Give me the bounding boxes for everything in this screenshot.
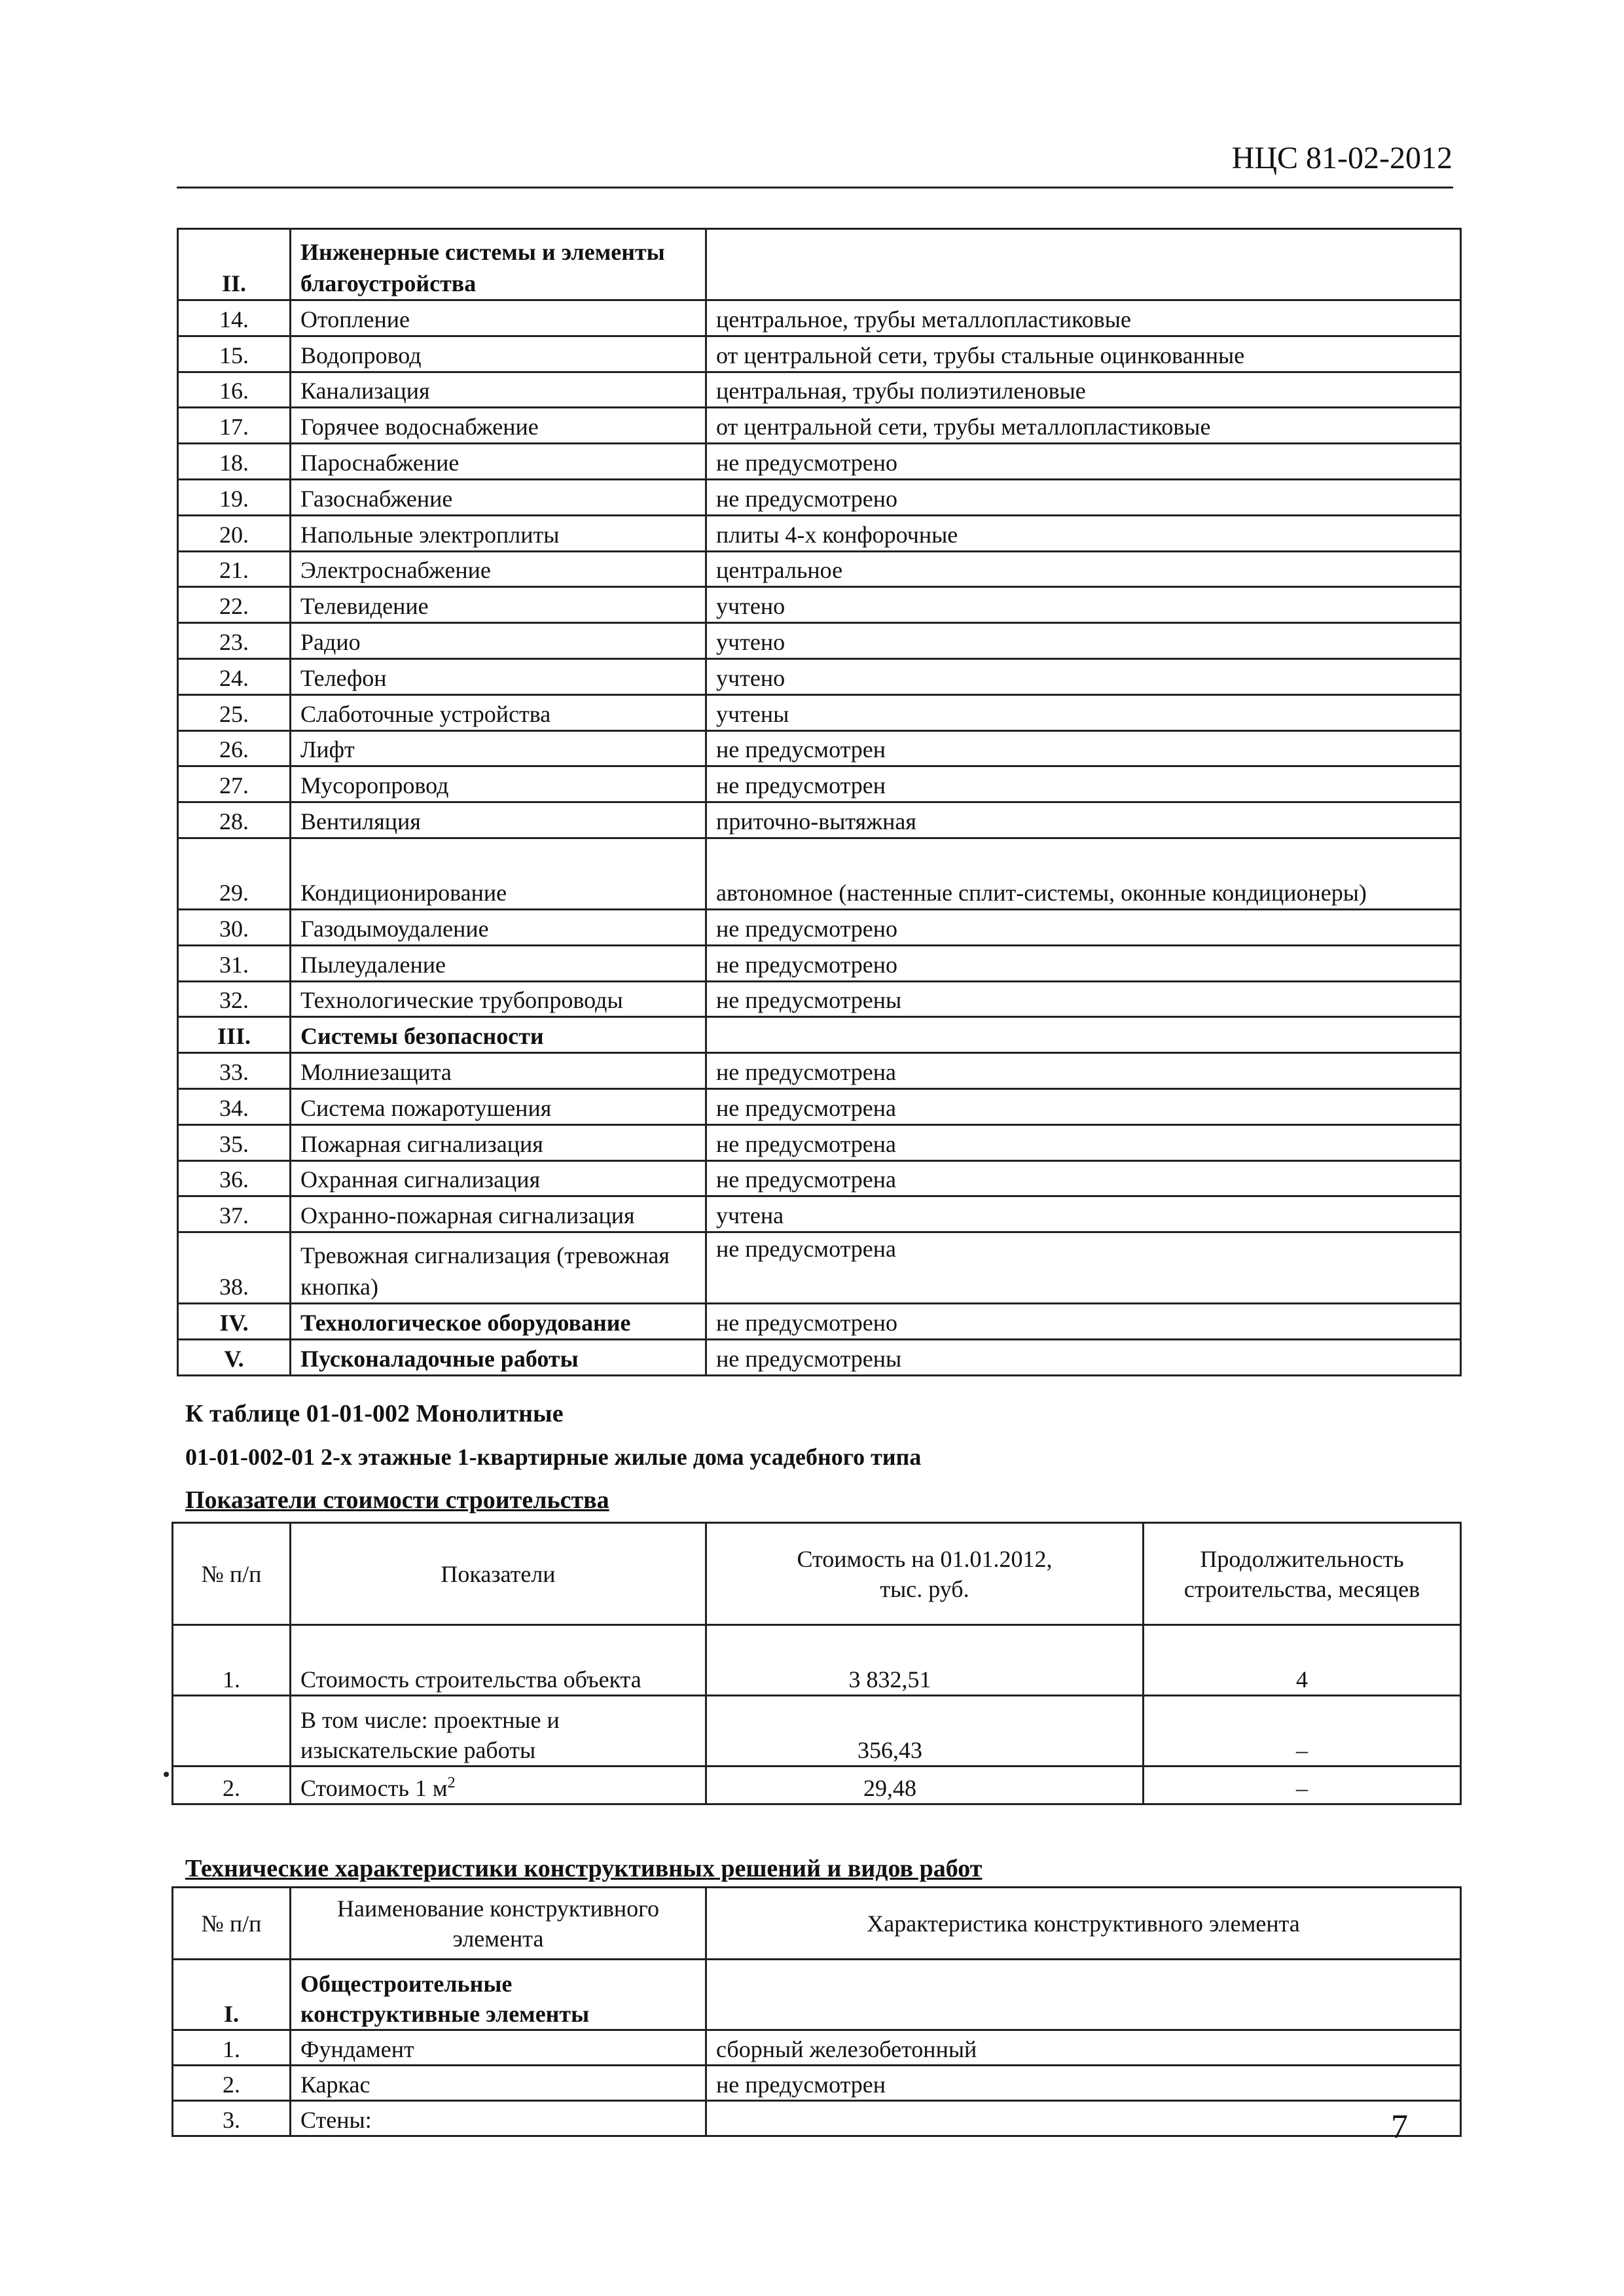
row-name: Пылеудаление — [291, 945, 706, 981]
row-value: приточно-вытяжная — [706, 802, 1461, 838]
row-name: Технологическое оборудование — [291, 1304, 706, 1340]
row-value: не предусмотрена — [706, 1088, 1461, 1124]
table-row — [178, 945, 1461, 981]
row-name: Газодымоудаление — [291, 909, 706, 945]
row-name: Пожарная сигнализация — [291, 1124, 706, 1160]
header-indicator: Показатели — [291, 1523, 706, 1625]
row-name: Лифт — [291, 730, 706, 766]
header-cost: Стоимость на 01.01.2012, тыс. руб. — [706, 1523, 1144, 1625]
row-num: 26. — [178, 730, 291, 766]
table-row — [178, 587, 1461, 623]
row-value: учтено — [706, 658, 1461, 694]
row-name: Молниезащита — [291, 1053, 706, 1089]
table-row — [178, 1339, 1461, 1375]
row-name: Технологические трубопроводы — [291, 981, 706, 1017]
stray-dot — [164, 1772, 169, 1777]
row-desc: сборный железобетонный — [706, 2030, 1461, 2066]
row-num: 32. — [178, 981, 291, 1017]
header-rule — [177, 187, 1453, 188]
row-num: 15. — [178, 336, 291, 372]
header-desc: Характеристика конструктивного элемента — [706, 1888, 1461, 1960]
row-duration: 4 — [1144, 1625, 1461, 1696]
row-name: Радио — [291, 623, 706, 659]
table-row — [178, 658, 1461, 694]
row-value: учтена — [706, 1196, 1461, 1232]
table-row — [178, 1232, 1461, 1304]
row-name: Горячее водоснабжение — [291, 408, 706, 444]
building-type-caption: 01-01-002-01 2-х этажные 1-квартирные жилые дома усадебного типа — [185, 1444, 922, 1470]
row-value: учтено — [706, 587, 1461, 623]
table-row — [178, 444, 1461, 480]
row-value: не предусмотрена — [706, 1053, 1461, 1089]
table-reference-caption: К таблице 01-01-002 Монолитные — [185, 1400, 564, 1427]
table-row — [178, 1017, 1461, 1053]
table-row — [173, 1767, 1461, 1804]
table-row — [178, 981, 1461, 1017]
row-num: 24. — [178, 658, 291, 694]
row-value: автономное (настенные сплит-системы, оконные кондиционеры) — [706, 838, 1461, 909]
row-num: 18. — [178, 444, 291, 480]
row-name: Система пожаротушения — [291, 1088, 706, 1124]
row-indicator: Стоимость строительства объекта — [291, 1625, 706, 1696]
table-row — [178, 229, 1461, 300]
row-num: 30. — [178, 909, 291, 945]
table-row — [178, 909, 1461, 945]
row-cost: 29,48 — [706, 1767, 1144, 1804]
row-value: центральная, трубы полиэтиленовые — [706, 372, 1461, 408]
row-name: Телефон — [291, 658, 706, 694]
row-num: III. — [178, 1017, 291, 1053]
table-row — [173, 1696, 1461, 1767]
row-name: Канализация — [291, 372, 706, 408]
row-num: 21. — [178, 551, 291, 587]
engineering-systems-table — [177, 228, 1462, 1376]
row-num: IV. — [178, 1304, 291, 1340]
row-value: не предусмотрена — [706, 1232, 1461, 1304]
row-cost: 356,43 — [706, 1696, 1144, 1767]
table-row — [178, 372, 1461, 408]
row-name: Газоснабжение — [291, 479, 706, 515]
document-code: НЦС 81-02-2012 — [1231, 141, 1453, 175]
header-num: № п/п — [173, 1523, 291, 1625]
table-row — [173, 1960, 1461, 2030]
table-row — [173, 2101, 1461, 2136]
row-duration: – — [1144, 1696, 1461, 1767]
table-row — [178, 1160, 1461, 1196]
row-value: не предусмотрена — [706, 1160, 1461, 1196]
row-value: центральное, трубы металлопластиковые — [706, 300, 1461, 336]
row-value: не предусмотрены — [706, 981, 1461, 1017]
row-num: 25. — [178, 694, 291, 730]
row-value: учтены — [706, 694, 1461, 730]
row-desc — [706, 1960, 1461, 2030]
row-num: II. — [178, 229, 291, 300]
row-num — [173, 1696, 291, 1767]
table-row — [173, 2066, 1461, 2101]
row-num: 3. — [173, 2101, 291, 2136]
table-row — [178, 623, 1461, 659]
header-num: № п/п — [173, 1888, 291, 1960]
row-name: Фундамент — [291, 2030, 706, 2066]
row-value: учтено — [706, 623, 1461, 659]
row-name: Кондиционирование — [291, 838, 706, 909]
row-num: 38. — [178, 1232, 291, 1304]
row-name: Инженерные системы и элементы благоустройства — [291, 229, 706, 300]
table-row — [178, 838, 1461, 909]
row-num: 1. — [173, 1625, 291, 1696]
row-value: не предусмотрено — [706, 444, 1461, 480]
table-row — [178, 766, 1461, 802]
cost-indicators-table — [171, 1522, 1462, 1805]
table-header-row — [173, 1888, 1461, 1960]
row-num: 33. — [178, 1053, 291, 1089]
row-desc — [706, 2101, 1461, 2136]
row-value: не предусмотрен — [706, 766, 1461, 802]
row-num: 27. — [178, 766, 291, 802]
row-value: от центральной сети, трубы стальные оцинкованные — [706, 336, 1461, 372]
page-number: 7 — [1391, 2108, 1408, 2145]
table-row — [178, 336, 1461, 372]
row-name: Мусоропровод — [291, 766, 706, 802]
row-value: не предусмотрен — [706, 730, 1461, 766]
row-num: 2. — [173, 2066, 291, 2101]
cost-indicators-heading: Показатели стоимости строительства — [185, 1486, 609, 1514]
row-num: 28. — [178, 802, 291, 838]
row-duration: – — [1144, 1767, 1461, 1804]
row-name: Водопровод — [291, 336, 706, 372]
row-num: 19. — [178, 479, 291, 515]
table-row — [178, 479, 1461, 515]
table-row — [178, 1088, 1461, 1124]
row-name: Пусконаладочные работы — [291, 1339, 706, 1375]
row-value: не предусмотрено — [706, 909, 1461, 945]
row-indicator: В том числе: проектные и изыскательские работы — [291, 1696, 706, 1767]
row-name: Слаботочные устройства — [291, 694, 706, 730]
table-row — [178, 515, 1461, 551]
table-row — [178, 1124, 1461, 1160]
table-row — [178, 730, 1461, 766]
row-num: 22. — [178, 587, 291, 623]
row-num: 37. — [178, 1196, 291, 1232]
row-num: 1. — [173, 2030, 291, 2066]
header-name: Наименование конструктивного элемента — [291, 1888, 706, 1960]
table-row — [178, 802, 1461, 838]
row-name: Пароснабжение — [291, 444, 706, 480]
row-num: 16. — [178, 372, 291, 408]
row-value: центральное — [706, 551, 1461, 587]
row-num: 34. — [178, 1088, 291, 1124]
row-name: Электроснабжение — [291, 551, 706, 587]
row-num: 14. — [178, 300, 291, 336]
row-value: не предусмотрено — [706, 1304, 1461, 1340]
indicator-superscript: 2 — [447, 1774, 456, 1791]
table-row — [178, 408, 1461, 444]
row-value — [706, 229, 1461, 300]
row-num: 31. — [178, 945, 291, 981]
row-num: 20. — [178, 515, 291, 551]
row-indicator — [291, 1767, 706, 1804]
table-row — [173, 1625, 1461, 1696]
row-num: V. — [178, 1339, 291, 1375]
row-name: Системы безопасности — [291, 1017, 706, 1053]
row-num: 23. — [178, 623, 291, 659]
table-row — [178, 1053, 1461, 1089]
row-value: плиты 4-х конфорочные — [706, 515, 1461, 551]
row-name: Стены: — [291, 2101, 706, 2136]
row-desc: не предусмотрен — [706, 2066, 1461, 2101]
row-value: не предусмотрены — [706, 1339, 1461, 1375]
row-cost: 3 832,51 — [706, 1625, 1144, 1696]
row-num: 29. — [178, 838, 291, 909]
table-row — [173, 2030, 1461, 2066]
row-value: от центральной сети, трубы металлопластиковые — [706, 408, 1461, 444]
row-num: 36. — [178, 1160, 291, 1196]
row-name: Напольные электроплиты — [291, 515, 706, 551]
row-name: Вентиляция — [291, 802, 706, 838]
table-row — [178, 551, 1461, 587]
header-duration: Продолжительность строительства, месяцев — [1144, 1523, 1461, 1625]
row-name: Охранная сигнализация — [291, 1160, 706, 1196]
row-name: Тревожная сигнализация (тревожная кнопка) — [291, 1232, 706, 1304]
row-value: не предусмотрено — [706, 945, 1461, 981]
table-row — [178, 300, 1461, 336]
technical-characteristics-table — [171, 1886, 1462, 2137]
row-name: Охранно-пожарная сигнализация — [291, 1196, 706, 1232]
row-num: 35. — [178, 1124, 291, 1160]
table-header-row — [173, 1523, 1461, 1625]
row-value: не предусмотрено — [706, 479, 1461, 515]
row-name: Телевидение — [291, 587, 706, 623]
table-row — [178, 1304, 1461, 1340]
row-num: 17. — [178, 408, 291, 444]
row-value: не предусмотрена — [706, 1124, 1461, 1160]
row-name: Каркас — [291, 2066, 706, 2101]
technical-characteristics-heading: Технические характеристики конструктивных решений и видов работ — [185, 1855, 983, 1882]
row-num: I. — [173, 1960, 291, 2030]
row-name: Общестроительные конструктивные элементы — [291, 1960, 706, 2030]
row-num: 2. — [173, 1767, 291, 1804]
row-value — [706, 1017, 1461, 1053]
table-row — [178, 694, 1461, 730]
row-name: Отопление — [291, 300, 706, 336]
indicator-text: Стоимость 1 м — [300, 1775, 448, 1801]
table-row — [178, 1196, 1461, 1232]
